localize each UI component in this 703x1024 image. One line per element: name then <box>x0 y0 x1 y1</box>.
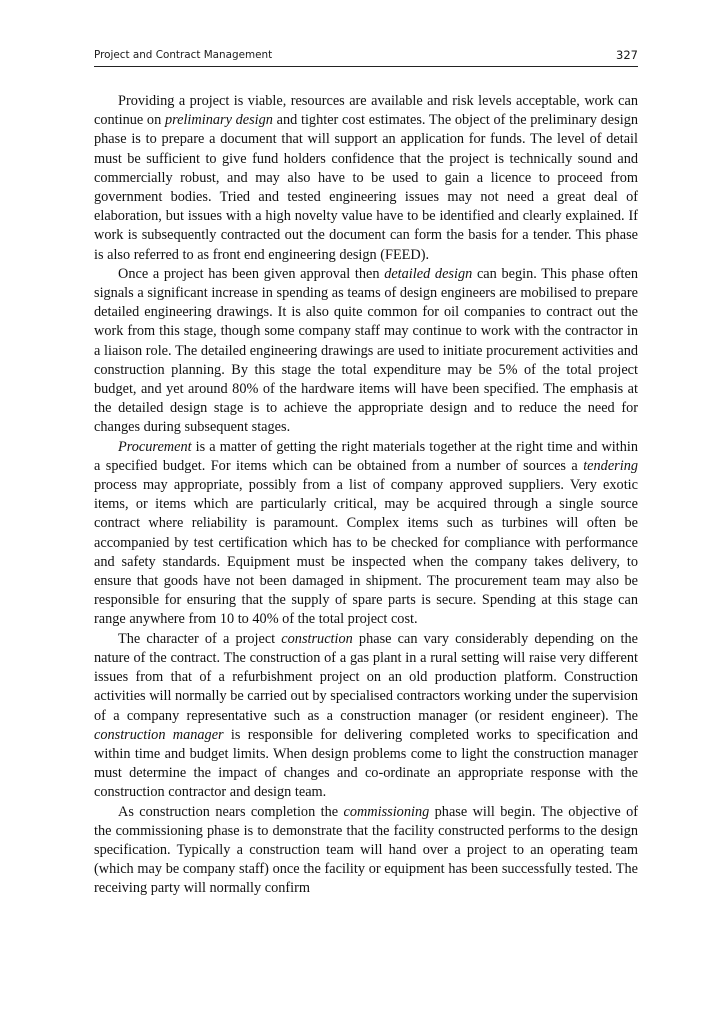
running-header <box>94 46 638 64</box>
text-run: phase will begin. The objective of the commissioning phase is to demonstrate that the facility constructed performs to the design specification. Typically a construction team will hand over a project to an operating team (which may be company staff) once the facility or equipment has been successfully tested. The receiving party will normally confirm <box>94 803 639 897</box>
text-run: Once a project has been given approval then <box>118 265 385 282</box>
emphasis-term: commissioning <box>343 803 430 820</box>
chapter-title: Project and Contract Management <box>94 49 273 61</box>
emphasis-term: construction <box>281 630 353 647</box>
body-text <box>94 92 638 899</box>
text-run: The character of a project <box>118 630 282 647</box>
text-run: As construction nears completion the <box>118 803 344 820</box>
text-run: can begin. This phase often signals a significant increase in spending as teams of design engineers are mobilised to prepare detailed engineering drawings. It is also quite common for oil companies to contract out the work from this stage, though some company staff may continue to work with the contractor in a liaison role. The detailed engineering drawings are used to initiate procurement activities and construction planning. By this stage the total expenditure may be 5% of the total project budget, and yet around 80% of the hardware items will have been specified. The emphasis at the detailed design stage is to achieve the appropriate design and to reduce the need for changes during subsequent stages. <box>94 265 638 436</box>
emphasis-term: tendering <box>583 457 638 474</box>
paragraph-commissioning <box>94 803 638 899</box>
text-run: is responsible for delivering completed works to specification and within time and budget limits. When design problems come to light the construction manager must determine the impact of changes and co-ordinate an appropriate response with the construction contractor and design team. <box>94 726 638 801</box>
emphasis-term: construction manager <box>94 726 224 743</box>
paragraph-procurement <box>94 438 638 630</box>
text-run: and tighter cost estimates. The object of the preliminary design phase is to prepare a document that will support an application for funds. The level of detail must be sufficient to give fund holders confidence that the project is technically sound and commercially robust, and may also have to be used to gain a licence to proceed from government bodies. Tried and tested engineering issues may not need a great deal of elaboration, but issues with a high novelty value have to be identified and clearly explained. If work is subsequently contracted out the document can form the basis for a tender. This phase is also referred to as front end engineering design (FEED). <box>94 112 638 263</box>
emphasis-term: Procurement <box>118 438 192 455</box>
text-run: phase can vary considerably depending on the nature of the contract. The construction of a gas plant in a rural setting will raise very different issues from that of a refurbishment project on an old production platform. Construction activities will normally be carried out by specialised contractors working under the supervision of a company representative such as a construction manager (or resident engineer). The <box>94 630 638 724</box>
emphasis-term: detailed design <box>384 265 473 282</box>
paragraph-preliminary-design <box>94 92 638 265</box>
header-rule <box>94 66 638 67</box>
text-run: process may appropriate, possibly from a list of company approved suppliers. Very exotic items, or items which are particularly critical, may be acquired through a single source contract where reliability is paramount. Complex items such as turbines will often be accompanied by test certification which has to be checked for compliance with performance and safety standards. Equipment must be inspected when the company takes delivery, to ensure that goods have not been damaged in shipment. The procurement team may also be responsible for ensuring that the supply of spare parts is secure. Spending at this stage can range anywhere from 10 to 40% of the total project cost. <box>94 477 638 628</box>
paragraph-construction <box>94 630 638 803</box>
text-run: is a matter of getting the right materials together at the right time and within a specified budget. For items which can be obtained from a number of sources a <box>94 438 638 474</box>
text-run: Providing a project is viable, resources are available and risk levels acceptable, work can continue on <box>94 93 638 129</box>
emphasis-term: preliminary design <box>164 112 273 129</box>
page-number: 327 <box>616 48 638 62</box>
paragraph-detailed-design <box>94 265 638 438</box>
